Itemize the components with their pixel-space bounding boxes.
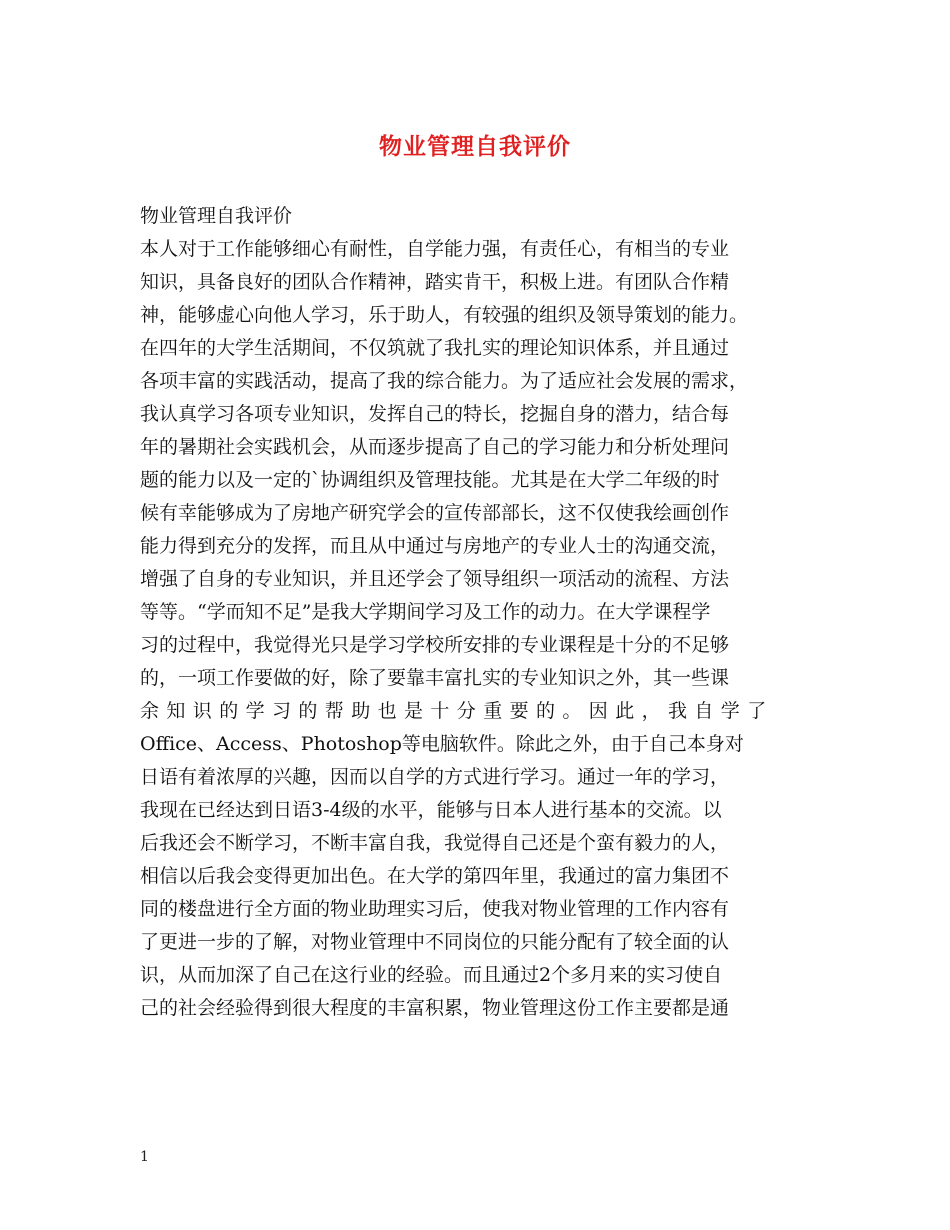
body-line: 能力得到充分的发挥，而且从中通过与房地产的专业人士的沟通交流， — [140, 535, 730, 557]
document-body — [140, 200, 820, 1025]
body-line: 的，一项工作要做的好，除了要靠丰富扎实的专业知识之外，其一些课 — [140, 667, 730, 689]
body-line: 我现在已经达到日语3-4级的水平，能够与日本人进行基本的交流。以 — [140, 799, 722, 821]
body-line: 神，能够虚心向他人学习，乐于助人，有较强的组织及领导策划的能力。 — [140, 304, 749, 326]
body-line: 相信以后我会变得更加出色。在大学的第四年里，我通过的富力集团不 — [140, 865, 730, 887]
body-line: 日语有着浓厚的兴趣，因而以自学的方式进行学习。通过一年的学习， — [140, 766, 730, 788]
body-line: 余知识的学习的帮助也是十分重要的。因此，我自学了 — [140, 700, 774, 722]
body-line: 增强了自身的专业知识，并且还学会了领导组织一项活动的流程、方法 — [140, 568, 730, 590]
body-line: 知识，具备良好的团队合作精神，踏实肯干，积极上进。有团队合作精 — [140, 271, 730, 293]
body-line: 同的楼盘进行全方面的物业助理实习后，使我对物业管理的工作内容有 — [140, 898, 730, 920]
body-line: 习的过程中，我觉得光只是学习学校所安排的专业课程是十分的不足够 — [140, 634, 730, 656]
body-line: 己的社会经验得到很大程度的丰富积累，物业管理这份工作主要都是通 — [140, 997, 730, 1019]
body-line: 后我还会不断学习，不断丰富自我，我觉得自己还是个蛮有毅力的人， — [140, 832, 730, 854]
body-line: 候有幸能够成为了房地产研究学会的宣传部部长，这不仅使我绘画创作 — [140, 502, 730, 524]
body-line: 物业管理自我评价 — [140, 205, 293, 227]
body-line: 了更进一步的了解，对物业管理中不同岗位的只能分配有了较全面的认 — [140, 931, 730, 953]
body-line: 我认真学习各项专业知识，发挥自己的特长，挖掘自身的潜力，结合每 — [140, 403, 730, 425]
document-title: 物业管理自我评价 — [379, 133, 571, 160]
body-line: 等等。“学而知不足”是我大学期间学习及工作的动力。在大学课程学 — [140, 601, 711, 623]
page-number: 1 — [140, 1149, 149, 1165]
body-line: 各项丰富的实践活动，提高了我的综合能力。为了适应社会发展的需求， — [140, 370, 749, 392]
body-line: 年的暑期社会实践机会，从而逐步提高了自己的学习能力和分析处理问 — [140, 436, 730, 458]
body-line: 在四年的大学生活期间，不仅筑就了我扎实的理论知识体系，并且通过 — [140, 337, 730, 359]
body-line: 本人对于工作能够细心有耐性，自学能力强，有责任心，有相当的专业 — [140, 238, 730, 260]
body-line: 识，从而加深了自己在这行业的经验。而且通过2个多月来的实习使自 — [140, 964, 723, 986]
body-line: 题的能力以及一定的`协调组织及管理技能。尤其是在大学二年级的时 — [140, 469, 720, 491]
body-line: Office、Access、Photoshop等电脑软件。除此之外，由于自己本身对 — [140, 733, 744, 755]
